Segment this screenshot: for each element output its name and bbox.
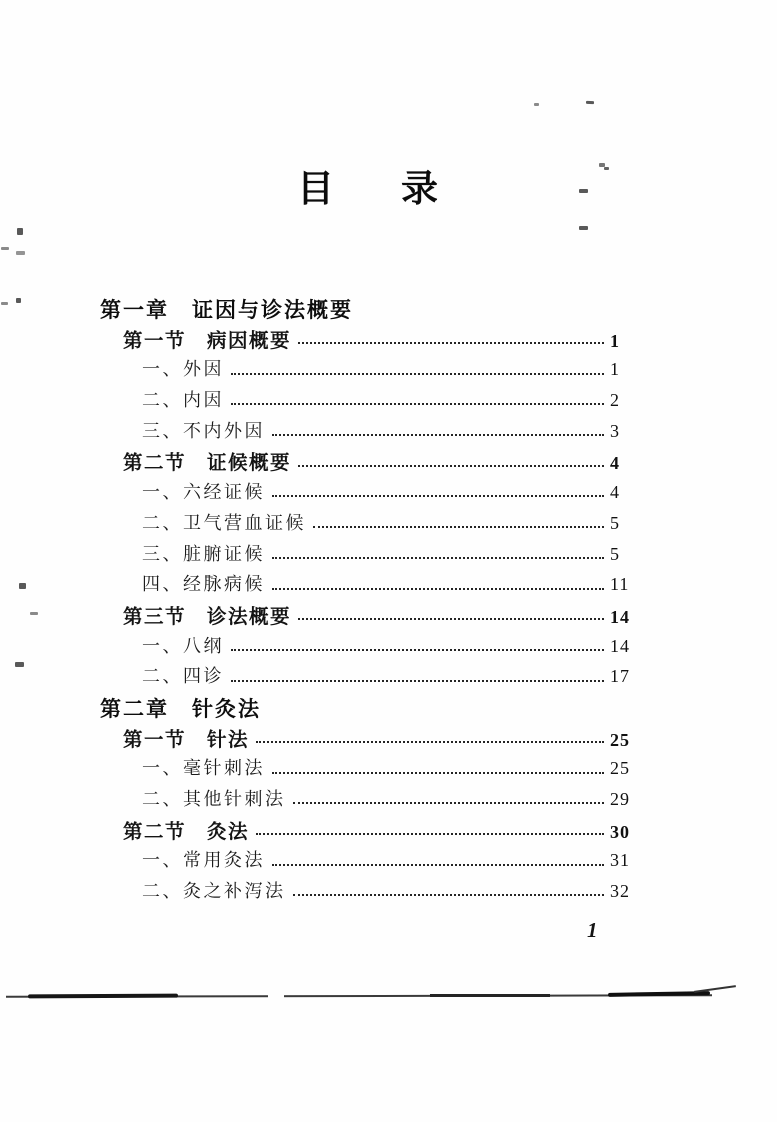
toc-entry-page: 1 bbox=[610, 330, 620, 351]
toc-entry-page: 11 bbox=[610, 574, 630, 595]
toc-entry bbox=[100, 877, 646, 908]
toc-entry bbox=[100, 724, 646, 755]
toc-entry-label: 二、卫气营血证候 bbox=[142, 512, 306, 533]
toc-entry-page: 29 bbox=[610, 789, 630, 809]
toc-entry-page: 32 bbox=[610, 881, 630, 902]
toc-entry-page: 25 bbox=[610, 758, 630, 779]
toc-entry bbox=[100, 417, 646, 448]
dot-leader bbox=[256, 741, 604, 743]
toc-entry bbox=[100, 570, 646, 601]
scan-speck bbox=[534, 103, 539, 106]
toc-entry-chapter-1 bbox=[100, 294, 646, 325]
toc-entry bbox=[100, 754, 646, 785]
toc-entry bbox=[100, 325, 646, 356]
dot-leader bbox=[298, 465, 604, 467]
scan-speck bbox=[604, 167, 609, 170]
toc-entry bbox=[100, 447, 646, 478]
toc-entry-page: 5 bbox=[610, 512, 620, 533]
scan-speck bbox=[30, 612, 38, 615]
toc-entry bbox=[100, 509, 646, 540]
toc-entry-label: 第三节 诊法概要 bbox=[123, 605, 292, 628]
dot-leader bbox=[298, 618, 604, 620]
scan-edge-line-segment bbox=[694, 985, 736, 993]
toc-entry-page: 14 bbox=[610, 606, 630, 627]
toc-entry-label: 第二节 证候概要 bbox=[123, 452, 292, 475]
toc-entry-label: 二、四诊 bbox=[142, 666, 224, 687]
toc-entry-label: 第一节 针法 bbox=[123, 728, 250, 751]
toc-entry-label: 二、灸之补泻法 bbox=[142, 881, 286, 902]
scan-speck bbox=[228, 576, 235, 578]
toc-entry-page: 2 bbox=[610, 390, 620, 411]
toc-entry-label: 一、外因 bbox=[142, 359, 224, 380]
toc-entry-page: 3 bbox=[610, 420, 620, 441]
dot-leader bbox=[256, 833, 604, 835]
dot-leader bbox=[272, 772, 604, 774]
toc-list bbox=[100, 294, 646, 908]
scan-speck bbox=[17, 228, 23, 235]
scan-speck bbox=[579, 226, 588, 230]
scan-speck bbox=[16, 251, 25, 255]
scan-speck bbox=[16, 298, 21, 303]
toc-entry-label: 三、脏腑证候 bbox=[142, 543, 265, 564]
dot-leader bbox=[313, 526, 604, 528]
toc-entry-label: 一、六经证候 bbox=[142, 482, 265, 503]
toc-entry-label: 第一节 病因概要 bbox=[123, 329, 292, 352]
toc-entry-page: 4 bbox=[610, 453, 620, 474]
toc-entry-label: 四、经脉病候 bbox=[142, 574, 265, 595]
toc-entry-label: 一、八纲 bbox=[142, 635, 224, 656]
page-title: 目 录 bbox=[297, 168, 453, 209]
toc-entry bbox=[100, 478, 646, 509]
toc-entry bbox=[100, 662, 646, 693]
scan-speck bbox=[586, 101, 594, 104]
toc-entry-label: 一、常用灸法 bbox=[142, 850, 265, 871]
dot-leader bbox=[272, 864, 604, 866]
toc-entry-page: 30 bbox=[610, 821, 630, 842]
dot-leader bbox=[231, 680, 604, 682]
toc-entry-label: 一、毫针刺法 bbox=[142, 758, 265, 779]
page-number: 1 bbox=[587, 918, 598, 942]
dot-leader bbox=[298, 342, 604, 344]
dot-leader bbox=[272, 557, 604, 559]
scan-edge-line-break bbox=[268, 991, 284, 999]
scan-speck bbox=[579, 189, 588, 193]
dot-leader bbox=[272, 434, 604, 436]
toc-entry-page: 1 bbox=[610, 359, 620, 380]
toc-entry bbox=[100, 816, 646, 847]
dot-leader bbox=[231, 649, 604, 651]
toc-entry-label: 二、内因 bbox=[142, 390, 224, 411]
toc-entry-label: 三、不内外因 bbox=[142, 420, 265, 441]
toc-entry bbox=[100, 386, 646, 417]
scan-edge-line-segment bbox=[28, 994, 178, 999]
scan-speck bbox=[1, 247, 9, 250]
dot-leader bbox=[272, 588, 604, 590]
toc-entry-page: 4 bbox=[610, 482, 620, 503]
scan-speck bbox=[1, 302, 8, 305]
toc-entry bbox=[100, 785, 646, 816]
dot-leader bbox=[293, 802, 605, 804]
scan-speck bbox=[19, 583, 26, 589]
toc-entry bbox=[100, 601, 646, 632]
toc-entry-page: 25 bbox=[610, 729, 630, 750]
toc-entry-label: 二、其他针刺法 bbox=[142, 789, 286, 809]
scan-speck bbox=[15, 662, 24, 667]
dot-leader bbox=[231, 403, 604, 405]
toc-entry-label: 第一章 证因与诊法概要 bbox=[100, 299, 353, 322]
dot-leader bbox=[293, 894, 605, 896]
scan-edge-line-segment bbox=[430, 994, 550, 997]
dot-leader bbox=[231, 373, 604, 375]
toc-entry bbox=[100, 846, 646, 877]
toc-entry-label: 第二节 灸法 bbox=[123, 820, 250, 843]
dot-leader bbox=[272, 495, 604, 497]
toc-entry-page: 14 bbox=[610, 635, 630, 656]
toc-entry-page: 17 bbox=[610, 666, 630, 687]
toc-entry-page: 31 bbox=[610, 850, 630, 871]
toc-entry bbox=[100, 355, 646, 386]
toc-entry-chapter-2 bbox=[100, 693, 646, 724]
toc-entry-label: 第二章 针灸法 bbox=[100, 697, 261, 721]
toc-entry bbox=[100, 632, 646, 663]
toc-entry-page: 5 bbox=[610, 543, 620, 564]
scan-speck bbox=[205, 576, 213, 578]
toc-entry bbox=[100, 540, 646, 571]
